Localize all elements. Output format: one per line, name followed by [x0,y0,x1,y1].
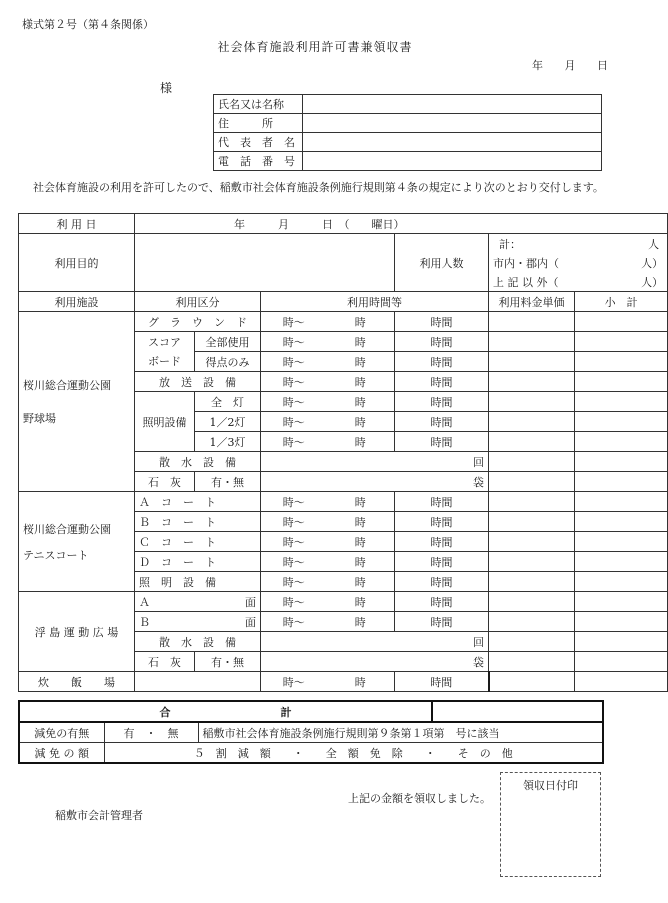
notice-text: 社会体育施設の利用を許可したので、稲敷市社会体育施設条例施行規則第４条の規定により次のとおり交付します。 [33,181,604,194]
time-hours[interactable]: 時間 [395,432,489,452]
baseball-lime-option[interactable]: 有・無 [195,472,261,492]
subtotal-cell[interactable] [575,392,668,412]
time-hours[interactable]: 時間 [395,572,489,592]
tennis-court-a: Ａ コ ー ト [135,492,261,512]
ukishima-face-b-cell [135,612,261,632]
exemption-options[interactable]: 有 ・ 無 [104,722,198,743]
exemption-rule: 稲敷市社会体育施設条例施行規則第９条第１項第 号に該当 [198,722,603,743]
tennis-facility-sub: テニスコート [23,548,89,562]
usage-date-label: 利 用 日 [19,214,135,234]
applicant-phone-label: 電 話 番 号 [214,152,303,171]
ukishima-face-a: Ａ [139,595,150,609]
issue-date: 年 月 日 [532,59,608,72]
time-hours[interactable]: 時間 [395,412,489,432]
fee-cell[interactable] [489,332,575,352]
baseball-facility-sub: 野球場 [23,412,56,425]
time-hours[interactable]: 時間 [395,512,489,532]
applicant-representative-label: 代 表 者 名 [214,133,303,152]
time-end[interactable]: 時 [327,672,395,692]
time-start[interactable]: 時～ [261,592,327,612]
baseball-light-half: 1／2灯 [195,412,261,432]
count-kai[interactable]: 回 [261,632,489,652]
applicant-address-label: 住 所 [214,114,303,133]
subtotal-cell[interactable] [575,552,668,572]
time-hours[interactable]: 時間 [395,552,489,572]
baseball-facility-cell [19,312,135,492]
document-title: 社会体育施設利用許可書兼領収書 [217,40,413,54]
fee-cell[interactable] [489,352,575,372]
usage-date-value[interactable] [135,214,668,234]
time-hours[interactable]: 時間 [395,392,489,412]
exemption-label: 減免の有無 [19,722,104,743]
people-total-row[interactable] [489,234,668,254]
people-other-unit: 人） [641,275,664,289]
fee-cell[interactable] [489,532,575,552]
amount-label: 減 免 の 額 [19,743,104,764]
fee-cell[interactable] [489,632,575,652]
accounting-manager: 稲敷市会計管理者 [55,809,143,822]
applicant-table [213,94,602,171]
subtotal-cell[interactable] [575,612,668,632]
received-text: 上記の金額を領収しました。 [348,792,491,805]
baseball-light-full: 全 灯 [195,392,261,412]
grand-total-label: 合 計 [19,701,432,722]
time-hours[interactable]: 時間 [395,532,489,552]
count-kai[interactable]: 回 [261,452,489,472]
applicant-name-label: 氏名又は名称 [214,95,303,114]
ukishima-sprinkler: 散 水 設 備 [135,632,261,652]
time-hours[interactable]: 時間 [395,312,489,332]
time-start[interactable]: 時～ [261,512,327,532]
fee-cell[interactable] [489,412,575,432]
fee-cell[interactable] [489,612,575,632]
baseball-score-b: ボード [135,352,195,372]
fee-cell[interactable] [489,392,575,412]
subtotal-cell[interactable] [575,652,668,672]
subtotal-cell[interactable] [575,632,668,652]
subtotal-cell[interactable] [575,672,668,692]
ukishima-lime-option[interactable]: 有・無 [195,652,261,672]
addressee-suffix: 様 [160,81,173,95]
time-end[interactable]: 時 [327,332,395,352]
time-start[interactable]: 時～ [261,552,327,572]
fee-cell[interactable] [489,492,575,512]
time-start[interactable]: 時～ [261,432,327,452]
subtotal-cell[interactable] [575,592,668,612]
fee-cell[interactable] [489,452,575,472]
baseball-facility-name: 桜川総合運動公園 [23,379,111,392]
time-start[interactable]: 時～ [261,312,327,332]
usage-table [18,213,668,692]
ukishima-facility: 浮 島 運 動 広 場 [19,592,135,672]
applicant-address-field[interactable] [303,114,602,133]
people-city-row[interactable] [489,253,668,272]
fee-cell[interactable] [489,572,575,592]
time-end[interactable]: 時 [327,432,395,452]
time-start[interactable]: 時～ [261,612,327,632]
time-end[interactable]: 時 [327,372,395,392]
time-hours[interactable]: 時間 [395,372,489,392]
count-fukuro[interactable]: 袋 [261,652,489,672]
applicant-name-field[interactable] [303,95,602,114]
subtotal-cell[interactable] [575,512,668,532]
ukishima-lime: 石 灰 [135,652,195,672]
ukishima-face-b: Ｂ [139,615,150,629]
people-other-row[interactable] [489,272,668,292]
time-hours[interactable]: 時間 [395,332,489,352]
time-start[interactable]: 時～ [261,532,327,552]
ukishima-face-a-cell [135,592,261,612]
receipt-stamp-label: 領収日付印 [523,779,578,792]
fee-cell[interactable] [489,652,575,672]
cooking-category[interactable] [135,672,261,692]
time-end[interactable]: 時 [327,512,395,532]
time-end[interactable]: 時 [327,412,395,432]
totals-table [18,700,604,764]
subtotal-cell[interactable] [575,492,668,512]
subtotal-cell[interactable] [575,532,668,552]
ukishima-men-a: 面 [245,595,256,609]
count-fukuro[interactable]: 袋 [261,472,489,492]
receipt-stamp-box [500,772,601,877]
time-start[interactable]: 時～ [261,332,327,352]
amount-options[interactable]: ５ 割 減 額 ・ 全 額 免 除 ・ そ の 他 [104,743,603,764]
time-start[interactable]: 時～ [261,572,327,592]
subtotal-cell[interactable] [575,352,668,372]
applicant-representative-field[interactable] [303,133,602,152]
time-hours[interactable]: 時間 [395,352,489,372]
baseball-light-third: 1／3灯 [195,432,261,452]
people-city-unit: 人） [641,256,664,270]
subtotal-cell[interactable] [575,312,668,332]
time-end[interactable]: 時 [327,612,395,632]
people-total-unit: 人 [648,237,660,251]
subtotal-cell[interactable] [575,432,668,452]
subtotal-cell[interactable] [575,572,668,592]
baseball-broadcast: 放 送 設 備 [135,372,261,392]
time-end[interactable]: 時 [327,592,395,612]
people-total-label: 計： [499,237,521,251]
fee-cell[interactable] [489,592,575,612]
grand-total-value[interactable] [432,701,603,722]
tennis-court-c: Ｃ コ ー ト [135,532,261,552]
time-hours[interactable]: 時間 [395,592,489,612]
time-end[interactable]: 時 [327,532,395,552]
fee-cell[interactable] [489,372,575,392]
fee-cell[interactable] [489,472,575,492]
subtotal-cell[interactable] [575,332,668,352]
time-hours[interactable]: 時間 [395,612,489,632]
header-time: 利用時間等 [261,292,489,312]
tennis-court-b: Ｂ コ ー ト [135,512,261,532]
time-end[interactable]: 時 [327,312,395,332]
baseball-points-only: 得点のみ [195,352,261,372]
time-start[interactable]: 時～ [261,392,327,412]
fee-cell[interactable] [489,672,575,692]
purpose-field[interactable] [135,234,395,292]
subtotal-cell[interactable] [575,372,668,392]
cooking-facility: 炊 飯 場 [19,672,135,692]
ukishima-men-b: 面 [245,615,256,629]
header-category: 利用区分 [135,292,261,312]
tennis-facility-cell [19,492,135,592]
subtotal-cell[interactable] [575,412,668,432]
time-start[interactable]: 時～ [261,372,327,392]
time-end[interactable]: 時 [327,572,395,592]
time-hours[interactable]: 時間 [395,492,489,512]
header-subtotal: 小 計 [575,292,668,312]
form-number: 様式第２号（第４条関係） [22,18,154,31]
header-fee: 利用料金単価 [489,292,575,312]
people-label: 利用人数 [395,234,489,292]
time-hours[interactable]: 時間 [395,672,489,692]
time-end[interactable]: 時 [327,392,395,412]
time-end[interactable]: 時 [327,352,395,372]
fee-cell[interactable] [489,512,575,532]
header-facility: 利用施設 [19,292,135,312]
baseball-lighting: 照明設備 [135,392,195,452]
baseball-lime: 石 灰 [135,472,195,492]
baseball-score-a: スコア [135,332,195,352]
applicant-phone-field[interactable] [303,152,602,171]
purpose-label: 利用目的 [19,234,135,292]
time-end[interactable]: 時 [327,552,395,572]
fee-cell[interactable] [489,432,575,452]
time-end[interactable]: 時 [327,492,395,512]
time-start[interactable]: 時～ [261,492,327,512]
fee-cell[interactable] [489,312,575,332]
subtotal-cell[interactable] [575,452,668,472]
tennis-court-d: Ｄ コ ー ト [135,552,261,572]
baseball-sprinkler: 散 水 設 備 [135,452,261,472]
baseball-ground: グ ラ ウ ン ド [135,312,261,332]
time-start[interactable]: 時～ [261,672,327,692]
baseball-full-use: 全部使用 [195,332,261,352]
fee-cell[interactable] [489,552,575,572]
people-city-label: 市内・郡内（ [493,256,559,270]
subtotal-cell[interactable] [575,472,668,492]
usage-date-text: 年 月 日 （ 曜日） [234,217,405,231]
tennis-lighting: 照 明 設 備 [135,572,261,592]
tennis-facility-name: 桜川総合運動公園 [23,522,111,536]
time-start[interactable]: 時～ [261,412,327,432]
time-start[interactable]: 時～ [261,352,327,372]
people-other-label: 上 記 以 外（ [493,275,559,289]
